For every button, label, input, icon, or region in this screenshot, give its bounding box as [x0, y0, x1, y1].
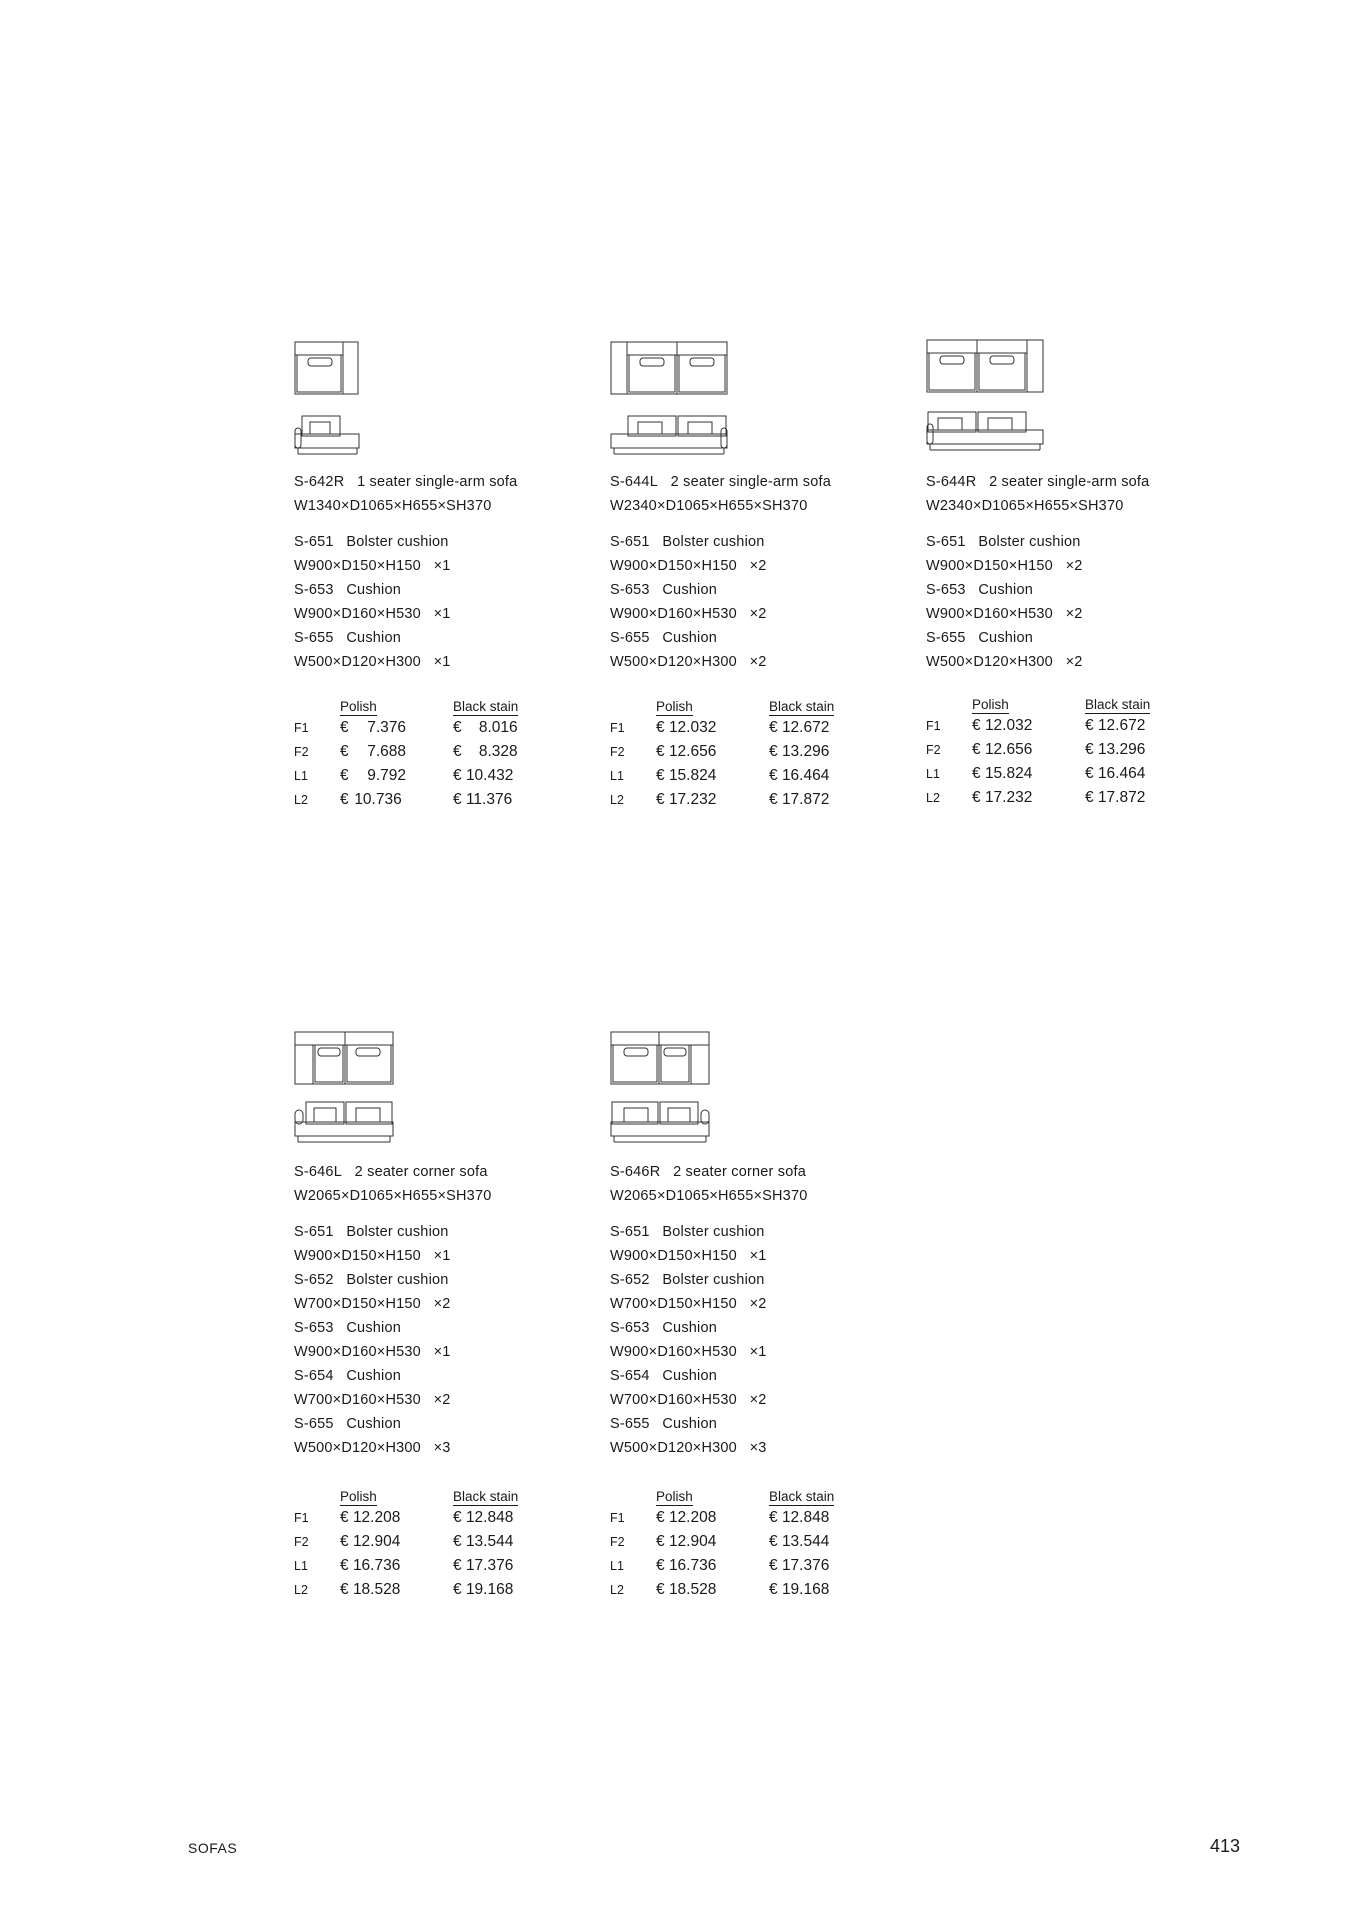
product-dimensions: W2340×D1065×H655×SH370: [610, 498, 808, 514]
component-dims: W500×D120×H300 ×3: [294, 1440, 451, 1456]
price-header-polish: Polish: [972, 697, 1009, 712]
price-table: [926, 690, 1150, 810]
sofa-front-view-icon: [610, 412, 730, 456]
component-code-name: S-653 Cushion: [926, 582, 1033, 598]
component-code-name: S-653 Cushion: [294, 582, 401, 598]
price-row: F2 € 12.904 € 13.544: [610, 1533, 830, 1550]
component-code-name: S-655 Cushion: [610, 1416, 717, 1432]
price-row: L1 € 15.824 € 16.464: [610, 767, 830, 784]
component-dims: W700×D150×H150 ×2: [610, 1296, 767, 1312]
component-dims: W900×D150×H150 ×2: [926, 558, 1083, 574]
price-table: [294, 692, 518, 812]
sofa-front-view-icon: [294, 412, 364, 456]
sofa-front-view-icon: [610, 1098, 712, 1144]
price-row: L2 € 10.736 € 11.376: [294, 791, 513, 808]
price-row: L1 € 15.824 € 16.464: [926, 765, 1146, 782]
price-header-polish: Polish: [340, 1489, 377, 1504]
component-dims: W900×D160×H530 ×1: [610, 1344, 767, 1360]
component-code-name: S-651 Bolster cushion: [294, 1224, 449, 1240]
price-row: F2 € 7.688 € 8.328: [294, 743, 518, 760]
price-header-black-stain: Black stain: [453, 699, 519, 714]
price-row: F1 € 12.208 € 12.848: [610, 1509, 830, 1526]
component-dims: W900×D150×H150 ×1: [610, 1248, 767, 1264]
price-header-black-stain: Black stain: [1085, 697, 1151, 712]
price-row: L2 € 18.528 € 19.168: [294, 1581, 514, 1598]
price-row: F1 € 7.376 € 8.016: [294, 719, 518, 736]
sofa-front-view-icon: [926, 408, 1046, 452]
price-header-polish: Polish: [656, 1489, 693, 1504]
sofa-top-view-icon: [610, 340, 730, 396]
component-code-name: S-655 Cushion: [294, 630, 401, 646]
product-dimensions: W2065×D1065×H655×SH370: [294, 1188, 492, 1204]
component-dims: W700×D160×H530 ×2: [610, 1392, 767, 1408]
component-dims: W700×D150×H150 ×2: [294, 1296, 451, 1312]
component-code-name: S-651 Bolster cushion: [926, 534, 1081, 550]
price-row: F2 € 12.656 € 13.296: [926, 741, 1146, 758]
product-dimensions: W1340×D1065×H655×SH370: [294, 498, 492, 514]
component-dims: W500×D120×H300 ×1: [294, 654, 451, 670]
product-title: S-644L 2 seater single-arm sofa: [610, 474, 831, 490]
section-label: SOFAS: [188, 1840, 238, 1856]
sofa-top-view-icon: [294, 1030, 396, 1086]
price-row: F1 € 12.032 € 12.672: [926, 717, 1146, 734]
price-row: L2 € 18.528 € 19.168: [610, 1581, 830, 1598]
price-table: [610, 692, 834, 812]
component-code-name: S-655 Cushion: [610, 630, 717, 646]
price-row: L2 € 17.232 € 17.872: [926, 789, 1146, 806]
component-code-name: S-651 Bolster cushion: [610, 1224, 765, 1240]
price-header-polish: Polish: [656, 699, 693, 714]
price-header-polish: Polish: [340, 699, 377, 714]
component-dims: W500×D120×H300 ×3: [610, 1440, 767, 1456]
sofa-top-view-icon: [294, 340, 364, 396]
price-row: F1 € 12.032 € 12.672: [610, 719, 830, 736]
component-code-name: S-652 Bolster cushion: [610, 1272, 765, 1288]
price-header-black-stain: Black stain: [453, 1489, 519, 1504]
sofa-top-view-icon: [610, 1030, 712, 1086]
component-dims: W500×D120×H300 ×2: [610, 654, 767, 670]
product-dimensions: W2340×D1065×H655×SH370: [926, 498, 1124, 514]
component-dims: W500×D120×H300 ×2: [926, 654, 1083, 670]
price-header-black-stain: Black stain: [769, 1489, 835, 1504]
product-title: S-642R 1 seater single-arm sofa: [294, 474, 518, 490]
price-row: F2 € 12.904 € 13.544: [294, 1533, 514, 1550]
price-row: L1 € 16.736 € 17.376: [610, 1557, 830, 1574]
component-dims: W900×D150×H150 ×1: [294, 1248, 451, 1264]
sofa-top-view-icon: [926, 338, 1046, 394]
component-dims: W700×D160×H530 ×2: [294, 1392, 451, 1408]
product-title: S-646R 2 seater corner sofa: [610, 1164, 807, 1180]
component-dims: W900×D160×H530 ×2: [926, 606, 1083, 622]
price-row: F2 € 12.656 € 13.296: [610, 743, 830, 760]
component-code-name: S-653 Cushion: [610, 582, 717, 598]
component-code-name: S-653 Cushion: [610, 1320, 717, 1336]
price-row: L1 € 16.736 € 17.376: [294, 1557, 514, 1574]
component-code-name: S-653 Cushion: [294, 1320, 401, 1336]
price-table: [294, 1482, 518, 1602]
component-code-name: S-651 Bolster cushion: [294, 534, 449, 550]
component-code-name: S-652 Bolster cushion: [294, 1272, 449, 1288]
product-dimensions: W2065×D1065×H655×SH370: [610, 1188, 808, 1204]
product-title: S-646L 2 seater corner sofa: [294, 1164, 488, 1180]
component-dims: W900×D160×H530 ×2: [610, 606, 767, 622]
page-number: 413: [1209, 1836, 1240, 1856]
component-dims: W900×D160×H530 ×1: [294, 1344, 451, 1360]
component-code-name: S-654 Cushion: [610, 1368, 717, 1384]
price-row: L2 € 17.232 € 17.872: [610, 791, 830, 808]
product-title: S-644R 2 seater single-arm sofa: [926, 474, 1150, 490]
sofa-front-view-icon: [294, 1098, 396, 1144]
price-header-black-stain: Black stain: [769, 699, 835, 714]
component-dims: W900×D160×H530 ×1: [294, 606, 451, 622]
component-code-name: S-655 Cushion: [926, 630, 1033, 646]
component-dims: W900×D150×H150 ×1: [294, 558, 451, 574]
price-row: F1 € 12.208 € 12.848: [294, 1509, 514, 1526]
component-code-name: S-655 Cushion: [294, 1416, 401, 1432]
price-table: [610, 1482, 834, 1602]
price-row: L1 € 9.792 € 10.432: [294, 767, 514, 784]
component-dims: W900×D150×H150 ×2: [610, 558, 767, 574]
component-code-name: S-651 Bolster cushion: [610, 534, 765, 550]
component-code-name: S-654 Cushion: [294, 1368, 401, 1384]
